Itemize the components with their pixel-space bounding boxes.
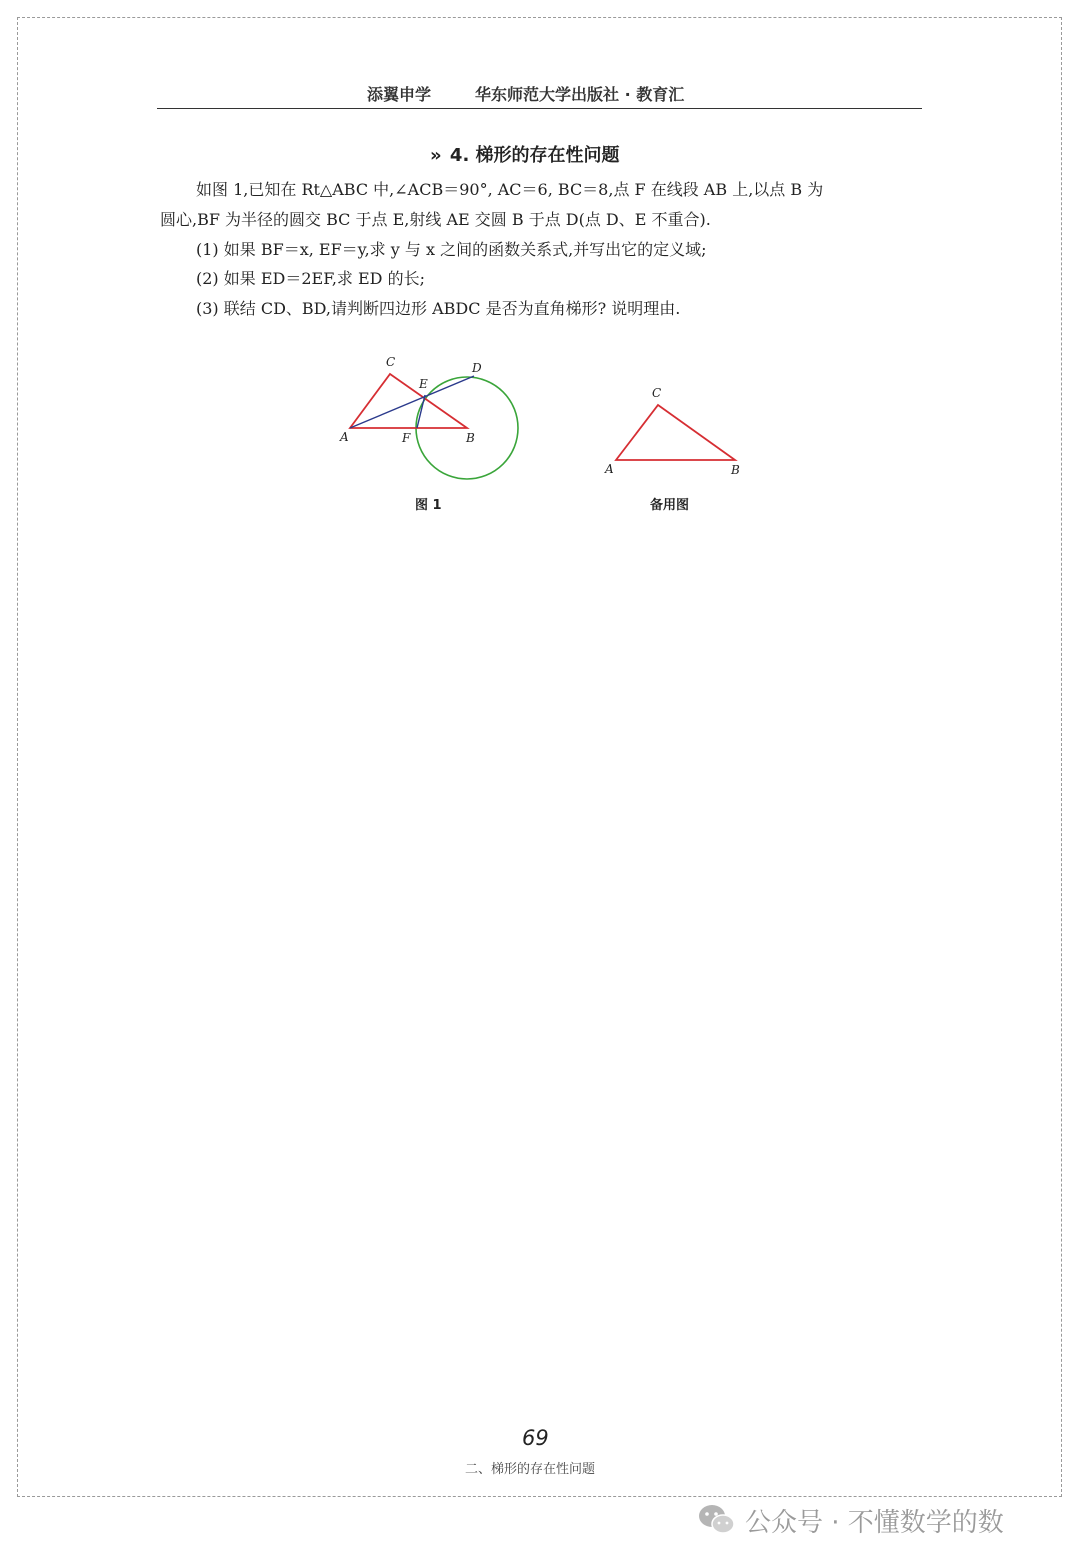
label-b: B xyxy=(466,431,475,445)
label-c: C xyxy=(386,355,396,369)
title-text: 4. 梯形的存在性问题 xyxy=(449,145,620,166)
spare-triangle-abc xyxy=(616,405,735,460)
header-school: 添翼申学 xyxy=(367,85,432,104)
page-border xyxy=(17,17,1062,1497)
page-header xyxy=(157,82,922,109)
question-1: (1) 如果 BF＝x, EF＝y,求 y 与 x 之间的函数关系式,并写出它的定义域; xyxy=(196,240,707,259)
figure-1-caption: 图 1 xyxy=(415,498,442,513)
spare-label-b: B xyxy=(731,463,740,477)
figure-2-caption: 备用图 xyxy=(650,498,690,513)
label-d: D xyxy=(472,361,482,375)
title-marker-icon: » xyxy=(430,145,442,166)
wechat-icon xyxy=(697,1503,737,1537)
section-title xyxy=(430,141,620,167)
watermark xyxy=(697,1502,1004,1538)
question-3: (3) 联结 CD、BD,请判断四边形 ABDC 是否为直角梯形? 说明理由. xyxy=(196,299,681,318)
label-f: F xyxy=(402,431,411,445)
header-publisher: 华东师范大学出版社 · 教育汇 xyxy=(475,85,685,104)
label-a: A xyxy=(340,430,349,444)
label-e: E xyxy=(419,377,428,391)
page-number: 69 xyxy=(522,1426,549,1450)
problem-line-1: 如图 1,已知在 Rt△ABC 中,∠ACB＝90°, AC＝6, BC＝8,点 F 在线段 AB 上,以点 B 为 xyxy=(196,180,824,199)
footer-section-title: 二、梯形的存在性问题 xyxy=(465,1462,596,1477)
problem-line-2: 圆心,BF 为半径的圆交 BC 于点 E,射线 AE 交圆 B 于点 D(点 D、E 不重合). xyxy=(160,210,711,229)
spare-label-c: C xyxy=(652,386,662,400)
spare-label-a: A xyxy=(605,462,614,476)
question-2: (2) 如果 ED＝2EF,求 ED 的长; xyxy=(196,269,425,288)
watermark-text: 公众号 · 不懂数学的数 xyxy=(745,1507,1004,1538)
figure-1-diagram xyxy=(330,350,530,485)
figure-2-diagram xyxy=(595,380,755,485)
